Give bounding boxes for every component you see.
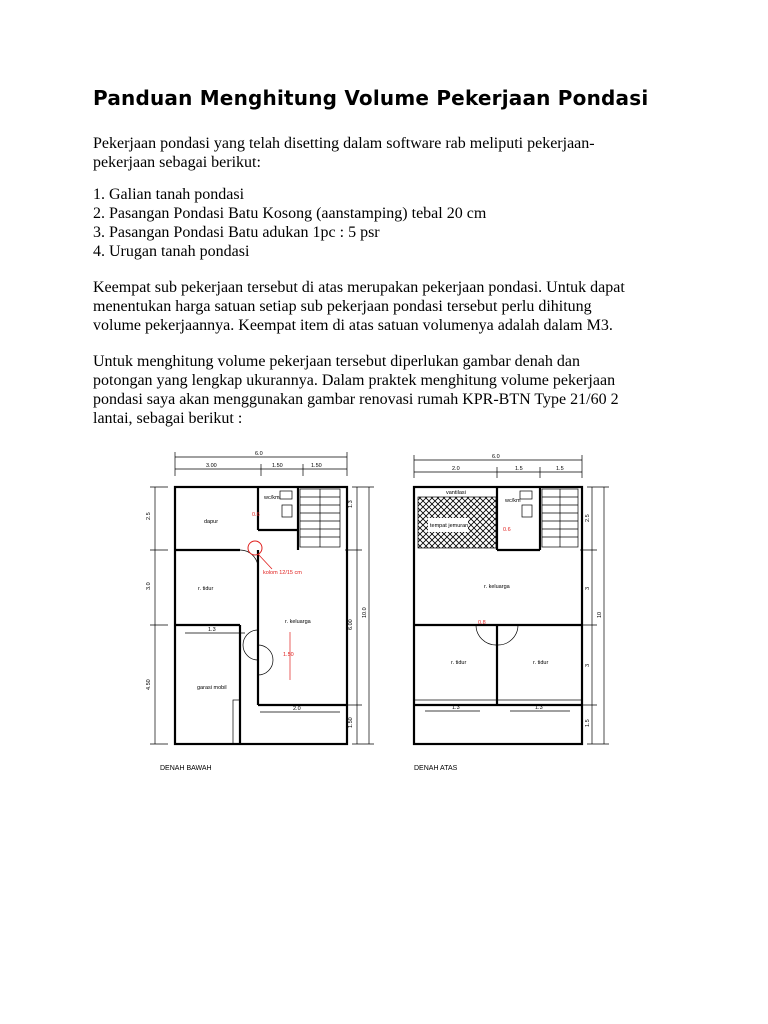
dim-top-b: 1.5 (515, 466, 523, 472)
dim-right-c: 10.0 (362, 607, 368, 618)
caption-lower: DENAH BAWAH (160, 765, 212, 772)
paragraph-line: volume pekerjaannya. Keempat item di atas satuan volumenya adalah dalam M3. (93, 317, 613, 334)
intro-line: pekerjaan sebagai berikut: (93, 154, 261, 171)
door-width-label: 1.50 (283, 652, 294, 658)
dim-top-c: 1.5 (556, 466, 564, 472)
page-title: Panduan Menghitung Volume Pekerjaan Pondasi (93, 86, 649, 110)
room-wc: wc/km (505, 498, 521, 504)
window-dim-b: 2.0 (293, 706, 301, 712)
second-paragraph (93, 278, 683, 335)
window-dim-a: 1.3 (208, 627, 216, 633)
room-keluarga: r. keluarga (285, 619, 311, 625)
room-vantilasi: vantilasi (446, 490, 466, 496)
room-tidur-2: r. tidur (533, 660, 549, 666)
room-wc: wc/km (264, 495, 280, 501)
dim-top-total: 6.0 (492, 454, 500, 460)
dim-left-a: 2.5 (146, 512, 152, 520)
dim-right-d: 1.50 (348, 717, 354, 728)
small-dim-label: 0.6 (503, 527, 511, 533)
dim-left-c: 4.50 (146, 679, 152, 690)
room-dapur: dapur (204, 519, 219, 525)
dim-top-total: 6.0 (255, 451, 263, 457)
paragraph-line: lantai, sebagai berikut : (93, 410, 243, 427)
intro-line: Pekerjaan pondasi yang telah disetting dalam software rab meliputi pekerjaan- (93, 135, 595, 152)
paragraph-line: Keempat sub pekerjaan tersebut di atas merupakan pekerjaan pondasi. Untuk dapat (93, 279, 625, 296)
dim-top-a: 2.0 (452, 466, 460, 472)
list-item: 2. Pasangan Pondasi Batu Kosong (aanstamping) tebal 20 cm (93, 205, 487, 222)
paragraph-line: pondasi saya akan menggunakan gambar renovasi rumah KPR-BTN Type 21/60 2 (93, 391, 619, 408)
list-item: 4. Urugan tanah pondasi (93, 243, 250, 260)
dim-right-e: 1.5 (585, 719, 591, 727)
small-dim-label: 0.6 (252, 512, 260, 518)
room-keluarga: r. keluarga (484, 584, 510, 590)
room-tidur-1: r. tidur (451, 660, 467, 666)
room-jemuran: tempat jemuran (430, 523, 469, 529)
dim-right-d: 3 (585, 663, 591, 667)
third-paragraph (93, 352, 683, 428)
floor-plan-upper (395, 445, 625, 765)
door-dim-label: 0.8 (478, 620, 486, 626)
paragraph-line: Untuk menghitung volume pekerjaan tersebut diperlukan gambar denah dan (93, 353, 580, 370)
dim-right-b: 3 (585, 586, 591, 590)
window-dim-a: 1.3 (452, 705, 460, 711)
dim-right-a: 1.3 (348, 500, 354, 508)
list-item: 1. Galian tanah pondasi (93, 186, 245, 203)
paragraph-line: potongan yang lengkap ukurannya. Dalam praktek menghitung volume pekerjaan (93, 372, 616, 389)
dim-right-c: 10 (597, 611, 603, 618)
room-garasi: garasi mobil (197, 685, 227, 691)
paragraph-line: menentukan harga satuan setiap sub pekerjaan pondasi tersebut perlu dihitung (93, 298, 592, 315)
dim-left-b: 3.0 (146, 582, 152, 590)
work-item-list (93, 185, 683, 261)
intro-paragraph (93, 134, 683, 172)
room-tidur: r. tidur (198, 586, 214, 592)
dim-top-c: 1.50 (311, 463, 322, 469)
dim-right-a: 2.5 (585, 514, 591, 522)
column-label: kolom 12/15 cm (263, 570, 302, 576)
dim-top-a: 3.00 (206, 463, 217, 469)
caption-upper: DENAH ATAS (414, 765, 458, 772)
list-item: 3. Pasangan Pondasi Batu adukan 1pc : 5 psr (93, 224, 380, 241)
dim-right-b: 6.00 (348, 619, 354, 630)
floor-plan-lower (140, 445, 380, 765)
dim-top-b: 1.50 (272, 463, 283, 469)
window-dim-b: 1.3 (535, 705, 543, 711)
